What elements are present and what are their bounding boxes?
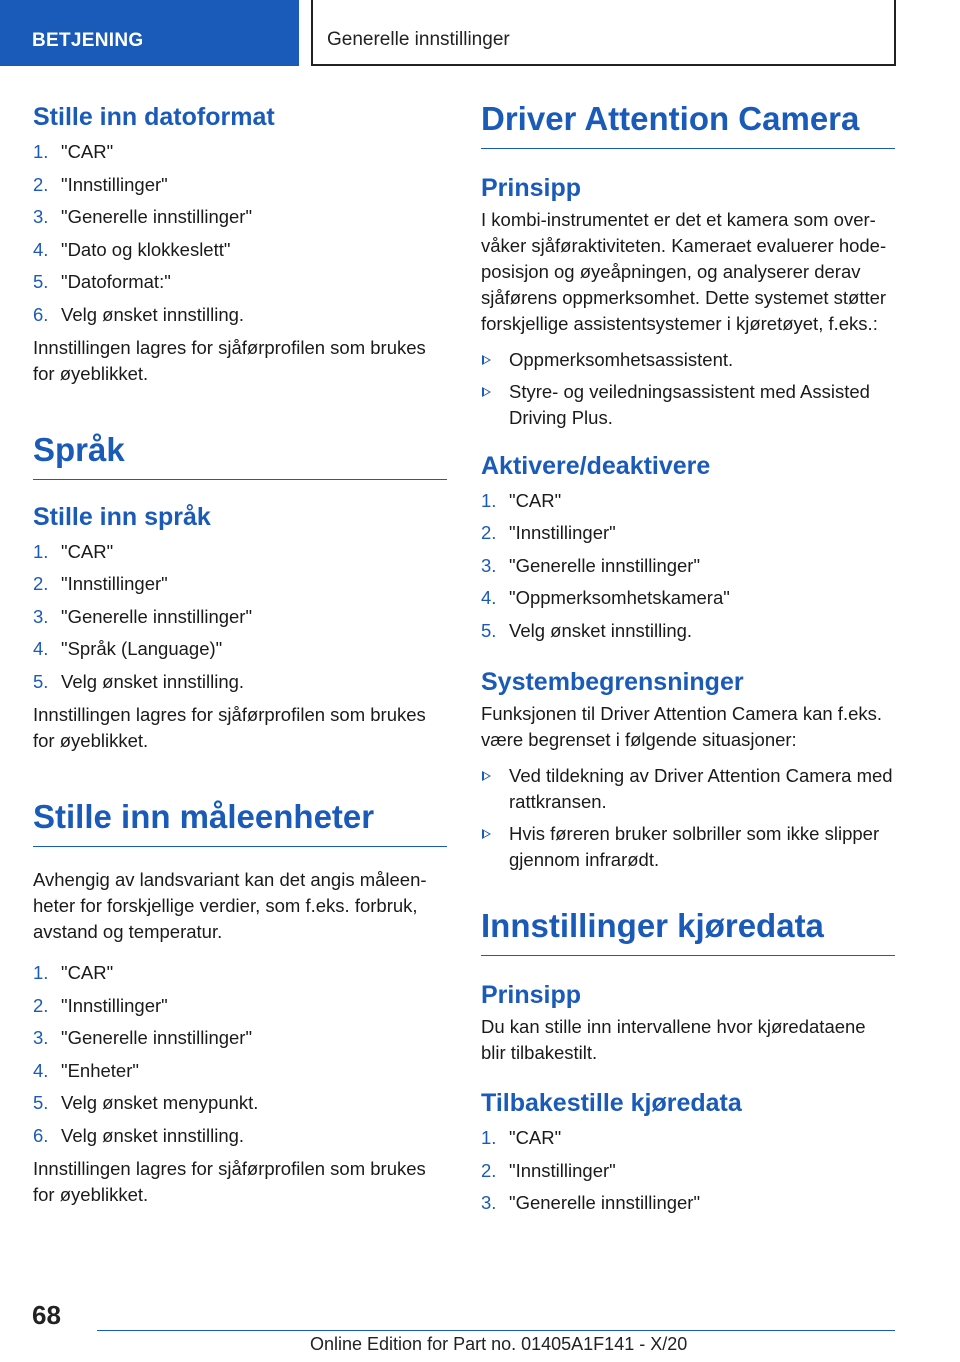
step-text: Velg ønsket innstilling. — [61, 303, 245, 325]
bullet-text: Ved tildekning av Driver Attention Camera med rattkransen. — [509, 765, 893, 813]
step-text: "Innstillinger" — [509, 522, 616, 544]
list-item — [481, 347, 895, 373]
camera-principle-bullets — [481, 347, 895, 431]
step-text: Velg ønsket innstilling. — [61, 1124, 245, 1146]
step-number: 5. — [33, 271, 49, 292]
page-header — [0, 0, 960, 66]
step-text: "Innstillinger" — [509, 1159, 616, 1181]
list-item — [33, 136, 447, 169]
list-item — [481, 379, 895, 431]
step-number: 2. — [481, 1159, 497, 1181]
list-item — [33, 169, 447, 202]
step-number: 3. — [33, 206, 49, 227]
list-item — [33, 666, 447, 699]
language-heading: Stille inn språk — [33, 502, 211, 531]
list-item — [33, 536, 447, 569]
date-format-heading: Stille inn datoformat — [33, 103, 275, 131]
step-number: 1. — [33, 962, 49, 984]
step-text: "Generelle innstillinger" — [509, 1192, 701, 1214]
step-number: 6. — [33, 303, 49, 325]
triangle-bullet-icon — [482, 355, 491, 365]
step-number: 6. — [33, 1124, 49, 1146]
list-item — [33, 990, 447, 1023]
right-column — [481, 100, 895, 1220]
step-number: 3. — [33, 1027, 49, 1049]
footer-divider — [97, 1330, 895, 1331]
step-number: 1. — [481, 489, 497, 511]
step-text: "Generelle innstillinger" — [61, 605, 253, 627]
step-text: Velg ønsket innstilling. — [509, 619, 693, 641]
step-text: "Innstillinger" — [61, 994, 168, 1016]
edition-footer: Online Edition for Part no. 01405A1F141 - X/20 — [310, 1334, 688, 1354]
driving-data-principle-text: Du kan stille inn intervallene hvor kjøredataene blir tilbakestilt. — [481, 1016, 866, 1064]
step-number: 2. — [481, 522, 497, 544]
triangle-bullet-icon — [482, 771, 491, 781]
step-number: 5. — [33, 1092, 49, 1114]
step-text: "Datoformat:" — [61, 271, 171, 292]
bullet-text: Oppmerksomhetsassistent. — [509, 348, 734, 370]
step-number: 5. — [33, 670, 49, 692]
step-text: "Generelle innstillinger" — [61, 206, 253, 227]
list-item — [33, 234, 447, 267]
list-item — [33, 633, 447, 666]
list-item — [33, 1055, 447, 1088]
list-item — [33, 1022, 447, 1055]
step-number: 4. — [33, 238, 49, 260]
reset-heading: Tilbakestille kjøredata — [481, 1089, 742, 1118]
list-item — [33, 299, 447, 332]
step-text: "Språk (Language)" — [61, 638, 223, 660]
step-text: "CAR" — [61, 540, 114, 562]
list-item — [33, 568, 447, 601]
step-number: 2. — [33, 573, 49, 595]
date-format-steps — [33, 136, 447, 331]
step-number: 1. — [33, 540, 49, 562]
step-text: "Oppmerksomhetskamera" — [509, 587, 730, 609]
step-number: 4. — [481, 587, 497, 609]
limits-heading: Systembegrensninger — [481, 668, 744, 697]
step-number: 1. — [481, 1127, 497, 1149]
step-number: 5. — [481, 619, 497, 641]
language-title: Språk — [33, 431, 447, 480]
camera-principle-heading: Prinsipp — [481, 173, 582, 202]
units-intro: Avhengig av landsvariant kan det angis måleenheter for forskjellige verdier, som f.eks. forbruk, avstand og temperatur. — [33, 869, 427, 943]
list-item — [33, 201, 447, 234]
page-number: 68 — [32, 1300, 61, 1330]
step-text: "Dato og klokkeslett" — [61, 238, 231, 260]
step-text: "Enheter" — [61, 1059, 139, 1081]
step-text: Velg ønsket innstilling. — [61, 670, 245, 692]
limits-text: Funksjonen til Driver Attention Camera kan f.eks. være begrenset i følgende situasjoner: — [481, 703, 883, 751]
list-item — [481, 821, 895, 873]
list-item — [33, 1120, 447, 1153]
step-number: 2. — [33, 994, 49, 1016]
step-number: 4. — [33, 1059, 49, 1081]
list-item — [481, 517, 895, 550]
section-label: BETJENING — [0, 0, 299, 66]
list-item — [481, 1155, 895, 1188]
left-column — [33, 100, 447, 1208]
units-steps — [33, 957, 447, 1152]
list-item — [481, 550, 895, 583]
list-item — [481, 1122, 895, 1155]
camera-title: Driver Attention Camera — [481, 100, 895, 149]
step-text: "Innstillinger" — [61, 573, 168, 595]
date-format-note: Innstillingen lagres for sjåførprofilen som brukes for øyeblikket. — [33, 337, 426, 384]
step-number: 1. — [33, 141, 49, 162]
bullet-text: Hvis føreren bruker solbriller som ikke slipper gjennom infrarødt. — [509, 823, 880, 871]
step-text: "Generelle innstillinger" — [61, 1027, 253, 1049]
driving-data-title: Innstillinger kjøredata — [481, 907, 895, 956]
chapter-title: Generelle innstillinger — [311, 0, 896, 66]
language-steps — [33, 536, 447, 699]
step-text: "CAR" — [61, 141, 114, 162]
list-item — [481, 615, 895, 648]
step-text: "CAR" — [509, 1127, 562, 1149]
units-title: Stille inn måleenheter — [33, 798, 447, 847]
step-number: 4. — [33, 638, 49, 660]
list-item — [481, 485, 895, 518]
step-text: "CAR" — [509, 489, 562, 511]
step-number: 2. — [33, 173, 49, 195]
bullet-text: Styre- og veiledningsassistent med Assisted Driving Plus. — [509, 380, 870, 428]
activate-heading: Aktivere/deaktivere — [481, 451, 711, 480]
list-item — [33, 266, 447, 299]
limits-bullets — [481, 763, 895, 873]
list-item — [33, 957, 447, 990]
step-text: "Innstillinger" — [61, 173, 168, 195]
step-number: 3. — [481, 554, 497, 576]
list-item — [33, 1087, 447, 1120]
list-item — [481, 1187, 895, 1220]
camera-principle-text: I kombi-instrumentet er det et kamera som overvåker sjåføraktiviteten. Kameraet evaluerer hodeposisjon og øyeåpningen, og analyserer derav sjåførens oppmerksomhet. Dette systemet støtter forskjellige assistentsystemer i kjøretøyet, f.eks.: — [481, 208, 887, 334]
language-note: Innstillingen lagres for sjåførprofilen som brukes for øyeblikket. — [33, 704, 426, 752]
activate-steps — [481, 485, 895, 648]
triangle-bullet-icon — [482, 387, 491, 397]
step-text: "Generelle innstillinger" — [509, 554, 701, 576]
list-item — [33, 601, 447, 634]
triangle-bullet-icon — [482, 829, 491, 839]
list-item — [481, 582, 895, 615]
step-text: Velg ønsket menypunkt. — [61, 1092, 259, 1114]
step-number: 3. — [33, 605, 49, 627]
step-text: "CAR" — [61, 962, 114, 984]
list-item — [481, 763, 895, 815]
reset-steps — [481, 1122, 895, 1220]
units-note: Innstillingen lagres for sjåførprofilen som brukes for øyeblikket. — [33, 1158, 426, 1206]
step-number: 3. — [481, 1192, 497, 1214]
driving-data-principle-heading: Prinsipp — [481, 981, 582, 1010]
